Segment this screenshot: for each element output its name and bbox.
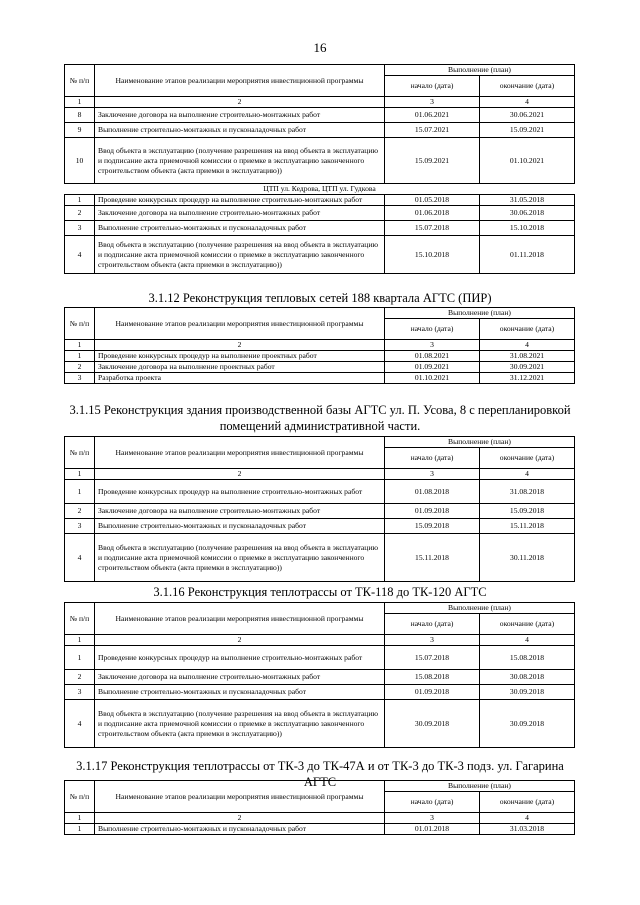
table-row [65, 373, 575, 384]
row-start: 15.10.2018 [385, 236, 480, 274]
row-start: 01.08.2021 [385, 351, 480, 362]
section-title: 3.1.15 Реконструкция здания производственной базы АГТС ул. П. Усова, 8 с перепланировкой помещений административной части. [69, 403, 571, 433]
header-execution: Выполнение (план) [385, 437, 575, 448]
header-stage: Наименование этапов реализации мероприятия инвестиционной программы [95, 437, 385, 469]
index-cell: 4 [480, 97, 575, 108]
index-cell: 4 [480, 635, 575, 646]
row-stage: Заключение договора на выполнение строительно-монтажных работ [95, 108, 385, 123]
row-start: 01.10.2021 [385, 373, 480, 384]
header-stage: Наименование этапов реализации мероприятия инвестиционной программы [95, 781, 385, 813]
header-end: окончание (дата) [480, 319, 575, 340]
row-end: 31.08.2021 [480, 351, 575, 362]
table-row [65, 221, 575, 236]
row-stage: Заключение договора на выполнение строительно-монтажных работ [95, 206, 385, 221]
row-end: 01.10.2021 [480, 138, 575, 184]
header-start: начало (дата) [385, 76, 480, 97]
row-end: 30.09.2021 [480, 362, 575, 373]
row-end: 15.11.2018 [480, 519, 575, 534]
row-num: 1 [65, 195, 95, 206]
table-section-3-1-17 [64, 780, 575, 835]
table-section-3-1-12 [64, 307, 575, 384]
index-cell: 4 [480, 469, 575, 480]
table-row [65, 362, 575, 373]
row-stage: Выполнение строительно-монтажных и пусконаладочных работ [95, 824, 385, 835]
row-start: 15.09.2021 [385, 138, 480, 184]
row-stage: Ввод объекта в эксплуатацию (получение разрешения на ввод объекта в эксплуатацию и подписание акта приемочной комиссии о приемке в эксплуатацию законченного строительством объекта (акта приемки в эксплуатацию)) [95, 700, 385, 748]
index-cell: 1 [65, 813, 95, 824]
row-num: 2 [65, 504, 95, 519]
row-start: 01.09.2021 [385, 362, 480, 373]
table-row [65, 206, 575, 221]
row-stage: Выполнение строительно-монтажных и пусконаладочных работ [95, 123, 385, 138]
page-number: 16 [313, 40, 327, 55]
row-end: 31.08.2018 [480, 480, 575, 504]
row-stage: Ввод объекта в эксплуатацию (получение разрешения на ввод объекта в эксплуатацию и подписание акта приемочной комиссии о приемке в эксплуатацию законченного строительством объекта (акта приемки в эксплуатацию)) [95, 138, 385, 184]
header-start: начало (дата) [385, 319, 480, 340]
table-row [65, 700, 575, 748]
header-start: начало (дата) [385, 448, 480, 469]
table-row [65, 670, 575, 685]
header-execution: Выполнение (план) [385, 65, 575, 76]
row-stage: Проведение конкурсных процедур на выполнение строительно-монтажных работ [95, 646, 385, 670]
row-stage: Выполнение строительно-монтажных и пусконаладочных работ [95, 519, 385, 534]
table-row [65, 534, 575, 582]
row-end: 31.12.2021 [480, 373, 575, 384]
header-end: окончание (дата) [480, 448, 575, 469]
header-num: № п/п [65, 65, 95, 97]
row-start: 01.09.2018 [385, 504, 480, 519]
row-num: 4 [65, 700, 95, 748]
index-cell: 3 [385, 635, 480, 646]
index-cell: 3 [385, 97, 480, 108]
row-end: 31.05.2018 [480, 195, 575, 206]
table-row [65, 195, 575, 206]
header-num: № п/п [65, 437, 95, 469]
row-start: 15.09.2018 [385, 519, 480, 534]
row-stage: Разработка проекта [95, 373, 385, 384]
row-num: 3 [65, 685, 95, 700]
header-execution: Выполнение (план) [385, 308, 575, 319]
row-start: 15.08.2018 [385, 670, 480, 685]
row-end: 30.09.2018 [480, 700, 575, 748]
header-num: № п/п [65, 308, 95, 340]
row-start: 01.01.2018 [385, 824, 480, 835]
table-row [65, 646, 575, 670]
row-start: 15.07.2018 [385, 646, 480, 670]
index-cell: 4 [480, 813, 575, 824]
header-end: окончание (дата) [480, 792, 575, 813]
row-start: 15.07.2018 [385, 221, 480, 236]
index-cell: 1 [65, 97, 95, 108]
row-num: 3 [65, 221, 95, 236]
section-title: 3.1.17 Реконструкция теплотрассы от ТК-3 до ТК-47А и от ТК-3 до ТК-3 подз. ул. Гагарина АГТС [76, 759, 564, 789]
row-stage: Проведение конкурсных процедур на выполнение строительно-монтажных работ [95, 480, 385, 504]
index-cell: 2 [95, 97, 385, 108]
row-end: 15.09.2018 [480, 504, 575, 519]
row-num: 3 [65, 373, 95, 384]
table-row [65, 824, 575, 835]
row-stage: Заключение договора на выполнение проектных работ [95, 362, 385, 373]
row-stage: Проведение конкурсных процедур на выполнение строительно-монтажных работ [95, 195, 385, 206]
header-num: № п/п [65, 781, 95, 813]
row-num: 1 [65, 480, 95, 504]
row-start: 15.11.2018 [385, 534, 480, 582]
row-end: 30.08.2018 [480, 670, 575, 685]
header-start: начало (дата) [385, 792, 480, 813]
header-stage: Наименование этапов реализации мероприятия инвестиционной программы [95, 65, 385, 97]
row-stage: Выполнение строительно-монтажных и пусконаладочных работ [95, 685, 385, 700]
table-section-3-1-16 [64, 602, 575, 748]
row-stage: Ввод объекта в эксплуатацию (получение разрешения на ввод объекта в эксплуатацию и подписание акта приемочной комиссии о приемке в эксплуатацию законченного строительством объекта (акта приемки в эксплуатацию)) [95, 534, 385, 582]
header-execution: Выполнение (план) [385, 781, 575, 792]
section-title: 3.1.16 Реконструкция теплотрассы от ТК-118 до ТК-120 АГТС [153, 585, 487, 599]
row-num: 2 [65, 362, 95, 373]
row-start: 01.08.2018 [385, 480, 480, 504]
row-end: 31.03.2018 [480, 824, 575, 835]
row-num: 4 [65, 236, 95, 274]
table-row [65, 123, 575, 138]
index-cell: 2 [95, 635, 385, 646]
index-cell: 3 [385, 469, 480, 480]
row-start: 15.07.2021 [385, 123, 480, 138]
table-row [65, 138, 575, 184]
table-continuation [64, 64, 575, 274]
table-row [65, 480, 575, 504]
row-start: 01.09.2018 [385, 685, 480, 700]
header-start: начало (дата) [385, 614, 480, 635]
row-stage: Выполнение строительно-монтажных и пусконаладочных работ [95, 221, 385, 236]
index-cell: 1 [65, 635, 95, 646]
table-row [65, 519, 575, 534]
index-cell: 1 [65, 340, 95, 351]
row-start: 30.09.2018 [385, 700, 480, 748]
row-start: 01.06.2018 [385, 206, 480, 221]
table-row [65, 236, 575, 274]
row-end: 15.09.2021 [480, 123, 575, 138]
row-start: 01.06.2021 [385, 108, 480, 123]
row-end: 30.09.2018 [480, 685, 575, 700]
table-row [65, 351, 575, 362]
row-stage: Заключение договора на выполнение строительно-монтажных работ [95, 504, 385, 519]
header-end: окончание (дата) [480, 76, 575, 97]
row-end: 01.11.2018 [480, 236, 575, 274]
row-end: 30.11.2018 [480, 534, 575, 582]
row-num: 1 [65, 824, 95, 835]
row-num: 10 [65, 138, 95, 184]
index-cell: 3 [385, 813, 480, 824]
index-cell: 1 [65, 469, 95, 480]
header-num: № п/п [65, 603, 95, 635]
row-num: 4 [65, 534, 95, 582]
table-subheading-row [65, 184, 575, 195]
row-end: 30.06.2018 [480, 206, 575, 221]
row-num: 8 [65, 108, 95, 123]
section-title: 3.1.12 Реконструкция тепловых сетей 188 квартала АГТС (ПИР) [148, 291, 492, 305]
row-stage: Заключение договора на выполнение строительно-монтажных работ [95, 670, 385, 685]
row-end: 15.08.2018 [480, 646, 575, 670]
table-section-3-1-15 [64, 436, 575, 582]
row-start: 01.05.2018 [385, 195, 480, 206]
index-cell: 3 [385, 340, 480, 351]
index-cell: 4 [480, 340, 575, 351]
header-end: окончание (дата) [480, 614, 575, 635]
table-row [65, 685, 575, 700]
row-end: 15.10.2018 [480, 221, 575, 236]
row-stage: Ввод объекта в эксплуатацию (получение разрешения на ввод объекта в эксплуатацию и подписание акта приемочной комиссии о приемке в эксплуатацию законченного строительством объекта (акта приемки в эксплуатацию)) [95, 236, 385, 274]
row-num: 2 [65, 670, 95, 685]
index-cell: 2 [95, 469, 385, 480]
row-end: 30.06.2021 [480, 108, 575, 123]
row-num: 9 [65, 123, 95, 138]
index-cell: 2 [95, 340, 385, 351]
row-num: 1 [65, 646, 95, 670]
row-stage: Проведение конкурсных процедур на выполнение проектных работ [95, 351, 385, 362]
header-execution: Выполнение (план) [385, 603, 575, 614]
row-num: 1 [65, 351, 95, 362]
table-row [65, 108, 575, 123]
index-cell: 2 [95, 813, 385, 824]
header-stage: Наименование этапов реализации мероприятия инвестиционной программы [95, 603, 385, 635]
header-stage: Наименование этапов реализации мероприятия инвестиционной программы [95, 308, 385, 340]
row-num: 2 [65, 206, 95, 221]
table-row [65, 504, 575, 519]
row-num: 3 [65, 519, 95, 534]
table-subheading: ЦТП ул. Кедрова, ЦТП ул. Гудкова [65, 184, 575, 195]
